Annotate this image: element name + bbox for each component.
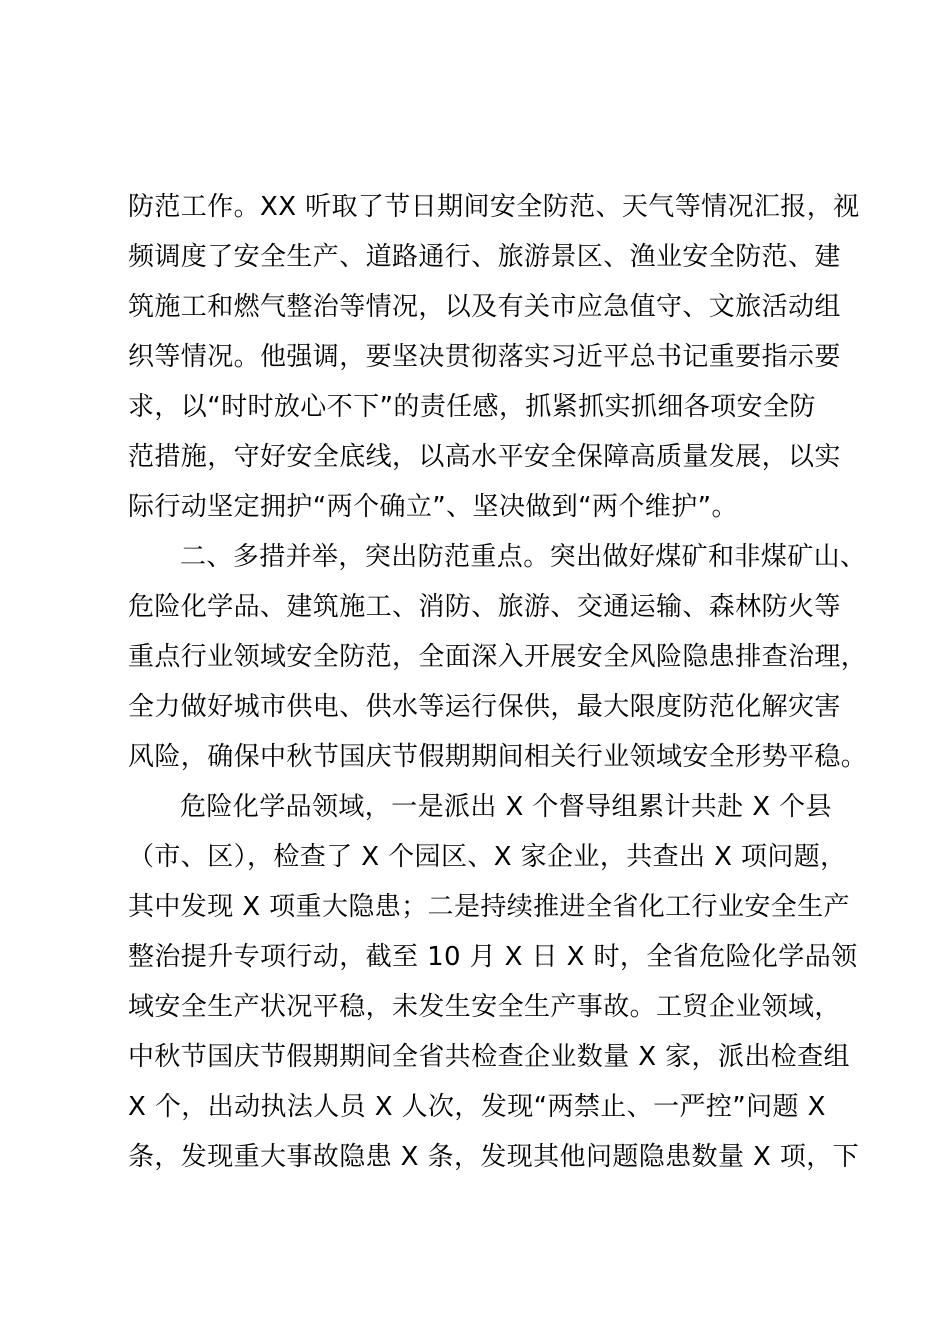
text-line: 危险化学品领域，一是派出 X 个督导组累计共赴 X 个县 xyxy=(180,792,832,822)
text-line: 其中发现 X 项重大隐患；二是持续推进全省化工行业安全生产 xyxy=(128,892,850,922)
text-line: 求，以“时时放心不下”的责任感，抓紧抓实抓细各项安全防 xyxy=(128,392,816,422)
text-line: 二、多措并举，突出防范重点。突出做好煤矿和非煤矿山、 xyxy=(180,542,867,572)
text-line: X 个，出动执法人员 X 人次，发现“两禁止、一严控”问题 X xyxy=(128,1092,826,1122)
text-line: 域安全生产状况平稳，未发生安全生产事故。工贸企业领域， xyxy=(128,992,841,1022)
text-line: 织等情况。他强调，要坚决贯彻落实习近平总书记重要指示要 xyxy=(128,342,841,372)
text-line: 防范工作。XX 听取了节日期间安全防范、天气等情况汇报，视 xyxy=(128,192,860,222)
paragraph-1 xyxy=(128,182,860,532)
text-line: 条，发现重大事故隐患 X 条，发现其他问题隐患数量 X 项，下 xyxy=(128,1142,860,1172)
text-line: 范措施，守好安全底线，以高水平安全保障高质量发展，以实 xyxy=(128,442,841,472)
document-body xyxy=(128,182,868,1182)
text-line: 整治提升专项行动，截至 10 月 X 日 X 时，全省危险化学品领 xyxy=(128,942,858,972)
text-line: 际行动坚定拥护“两个确立”、坚决做到“两个维护”。 xyxy=(128,492,738,522)
text-line: 危险化学品、建筑施工、消防、旅游、交通运输、森林防火等 xyxy=(128,592,841,622)
text-line: 中秋节国庆节假期期间全省共检查企业数量 X 家，派出检查组 xyxy=(128,1042,850,1072)
paragraph-3 xyxy=(128,782,860,1182)
paragraph-2 xyxy=(128,532,868,782)
text-line: 全力做好城市供电、供水等运行保供，最大限度防范化解灾害 xyxy=(128,692,841,722)
text-line: （市、区），检查了 X 个园区、X 家企业，共查出 X 项问题， xyxy=(128,842,847,872)
text-line: 风险，确保中秋节国庆节假期期间相关行业领域安全形势平稳。 xyxy=(128,742,868,772)
text-line: 筑施工和燃气整治等情况，以及有关市应急值守、文旅活动组 xyxy=(128,292,841,322)
text-line: 重点行业领域安全防范，全面深入开展安全风险隐患排查治理， xyxy=(128,642,868,672)
text-line: 频调度了安全生产、道路通行、旅游景区、渔业安全防范、建 xyxy=(128,242,841,272)
